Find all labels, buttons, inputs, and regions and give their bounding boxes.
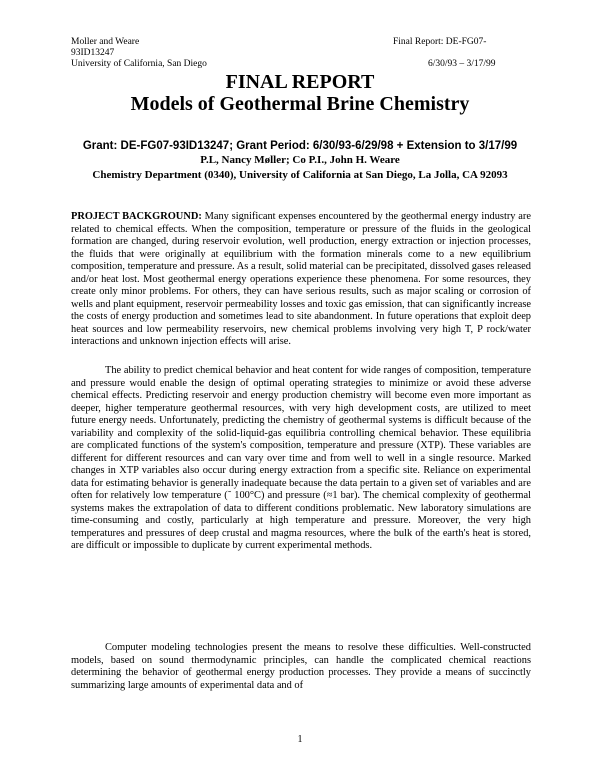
paragraph-text: The ability to predict chemical behavior and heat content for wide ranges of composition, temperature and pressure would enable the design of optimal operating strategies to minimize or avoid these adverse chemical effects. Predicting reservoir and energy production chemistry will become even more important as deeper, higher temperature geothermal resources, with very high development costs, are utilized to meet future energy needs. Unfortunately, predicting the chemistry of geothermal systems is difficult because of the variability and complexity of the solid-liquid-gas equilibria controlling chemical behavior. These equilibria are complicated functions of the system's composition, temperature and pressure (XTP). These variables are different for different resources and can vary over time and from well to well in a single resource. Marked changes in XTP variables also occur during energy extraction from a specific site. Reliance on experimental data for estimating behavior is generally inadequate because the data pertain to a given set of variables and are often for relatively low temperature (˜ 100°C) and pressure (≈1 bar). The chemical complexity of geothermal systems makes the extrapolation of data to different conditions problematic. New laboratory simulations are time-consuming and costly, particularly at high temperature and pressure. Moreover, the very high temperatures and pressures of deep crustal and magma resources, where the bulk of the earth's heat is stored, are difficult or impossible to duplicate by current experimental methods. [71, 365, 531, 551]
paragraph-project-background [71, 211, 531, 349]
paragraph-prediction [71, 365, 531, 553]
header-grant-number-continued: 93ID13247 [71, 48, 115, 58]
report-subtitle: Models of Geothermal Brine Chemistry [130, 93, 470, 115]
paragraph-text: Computer modeling technologies present the means to resolve these difficulties. Well-constructed models, based on sound thermodynamic principles, can handle the complicated chemical reactions determining the behavior of geothermal energy production processes. They provide a means of succinctly summarizing large amounts of experimental data and of [71, 642, 531, 691]
affiliation-line: Chemistry Department (0340), University of California at San Diego, La Jolla, CA 92093 [92, 169, 508, 181]
header-report-id: Final Report: DE-FG07- [393, 37, 487, 47]
header-date-range: 6/30/93 – 3/17/99 [428, 59, 496, 69]
header-authors: Moller and Weare [71, 37, 140, 47]
paragraph-text: Many significant expenses encountered by the geothermal energy industry are related to chemical effects. When the composition, temperature or pressure of the fluids in the geological formation are changed, during reservoir evolution, well production, energy extraction or injection processes, the fluids that were originally at equilibrium with the formation minerals come to a new equilibrium composition, temperature and pressure. As a result, solid material can be precipitated, dissolved gases released and/or heat lost. Most geothermal energy operations experience these phenomena. For some resources, they create only minor problems. For others, they can have serious results, such as major scaling or corrosion of wells and plant equipment, reservoir permeability losses and toxic gas emission, that can significantly increase the costs of energy production and sometimes lead to site abandonment. In future operations that exploit deep heat sources and low permeability reservoirs, new chemical problems involving very high T, P rock/water interactions and unknown injection effects will arise. [71, 211, 531, 347]
section-heading: PROJECT BACKGROUND: [71, 211, 202, 222]
paragraph-modeling [71, 642, 531, 692]
grant-line: Grant: DE-FG07-93ID13247; Grant Period: 6/30/93-6/29/98 + Extension to 3/17/99 [82, 140, 518, 152]
header-institution: University of California, San Diego [71, 59, 207, 69]
report-title: FINAL REPORT [225, 71, 375, 93]
investigators-line: P.L, Nancy Møller; Co P.I., John H. Weare [200, 154, 400, 166]
page-number: 1 [297, 734, 303, 745]
